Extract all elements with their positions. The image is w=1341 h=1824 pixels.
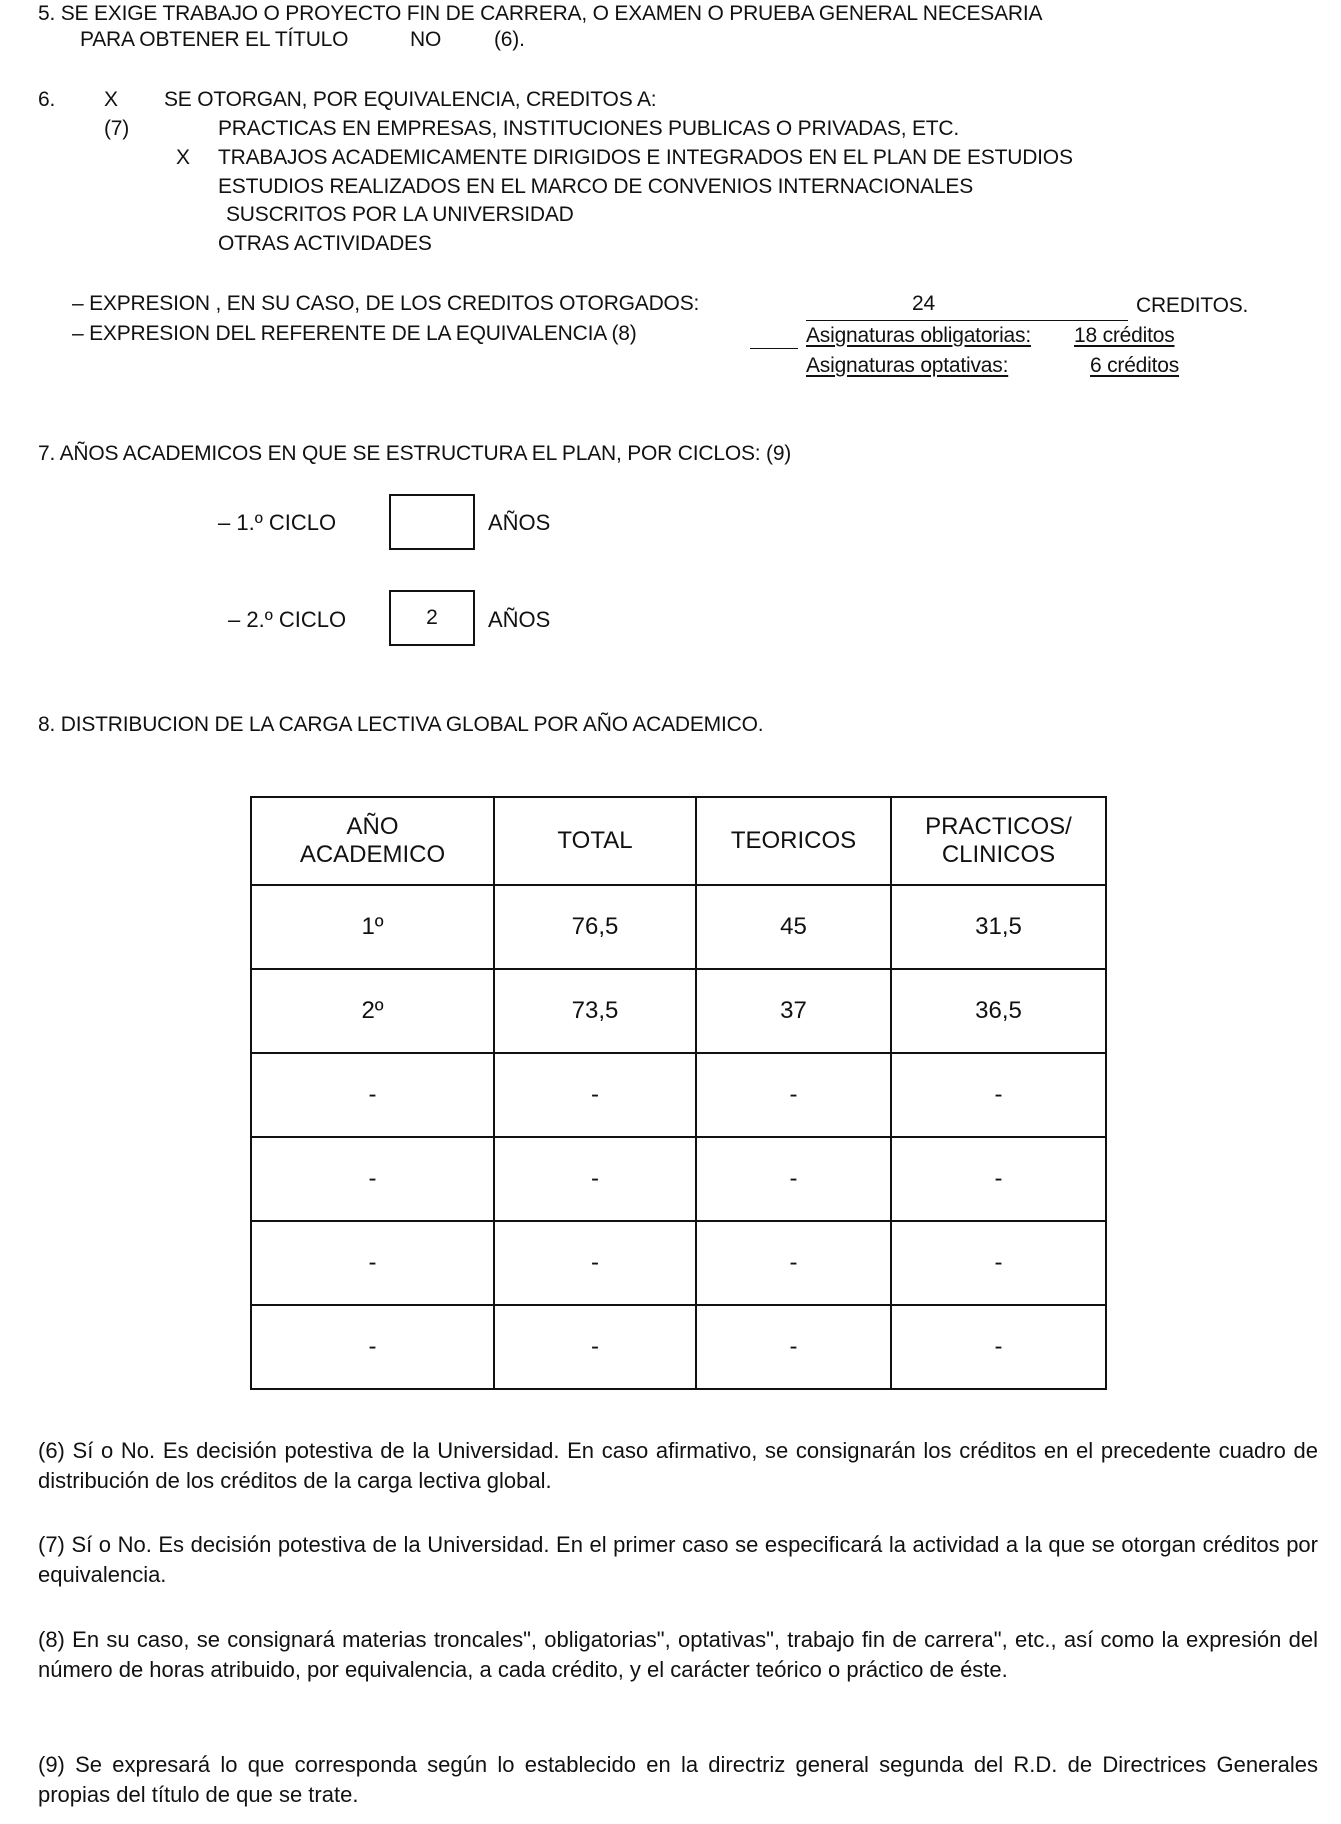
cell-theory: - bbox=[696, 1137, 891, 1221]
cell-year: 1º bbox=[251, 885, 494, 969]
col-year-header bbox=[251, 797, 494, 885]
section6-mark: X bbox=[104, 88, 118, 111]
col-year-line1: AÑO bbox=[346, 813, 399, 840]
table-row bbox=[251, 1053, 1106, 1137]
cell-total: 76,5 bbox=[494, 885, 696, 969]
cell-practice: - bbox=[891, 1137, 1106, 1221]
table-row bbox=[251, 1305, 1106, 1389]
table-row bbox=[251, 1221, 1106, 1305]
cell-theory: - bbox=[696, 1221, 891, 1305]
col-theory-header: TEORICOS bbox=[696, 797, 891, 885]
cell-total: - bbox=[494, 1053, 696, 1137]
table-row bbox=[251, 885, 1106, 969]
col-year-line2: ACADEMICO bbox=[299, 841, 446, 868]
carga-lectiva-table bbox=[250, 796, 1107, 1390]
footnote-6: (6) Sí o No. Es decisión potestiva de la Universidad. En caso afirmativo, se consignarán los créditos en el precedente cuadro de distribución de los créditos de la carga lectiva global. bbox=[38, 1438, 1318, 1493]
cell-theory: 37 bbox=[696, 969, 891, 1053]
cell-practice: - bbox=[891, 1053, 1106, 1137]
credits-value: 24 bbox=[912, 292, 935, 315]
cell-practice: 31,5 bbox=[891, 885, 1106, 969]
option-label: PRACTICAS EN EMPRESAS, INSTITUCIONES PUBLICAS O PRIVADAS, ETC. bbox=[218, 117, 960, 140]
cell-year: - bbox=[251, 1137, 494, 1221]
cell-year: 2º bbox=[251, 969, 494, 1053]
cell-year: - bbox=[251, 1305, 494, 1389]
referent-value-1: 18 créditos bbox=[1074, 324, 1175, 347]
cell-practice: - bbox=[891, 1221, 1106, 1305]
option-mark: X bbox=[176, 146, 190, 169]
cell-year: - bbox=[251, 1221, 494, 1305]
footnote-7: (7) Sí o No. Es decisión potestiva de la Universidad. En el primer caso se especificará la actividad a la que se otorgan créditos por equivalencia. bbox=[38, 1532, 1318, 1587]
cell-year: - bbox=[251, 1053, 494, 1137]
cell-practice: 36,5 bbox=[891, 969, 1106, 1053]
cell-total: - bbox=[494, 1137, 696, 1221]
credits-label: – EXPRESION , EN SU CASO, DE LOS CREDITOS OTORGADOS: bbox=[72, 292, 700, 315]
referent-label-1: Asignaturas obligatorias: bbox=[806, 324, 1031, 347]
col-practice-line1: PRACTICOS/ bbox=[925, 813, 1072, 840]
option-label: SUSCRITOS POR LA UNIVERSIDAD bbox=[226, 203, 574, 226]
cycle-label: – 2.º CICLO bbox=[228, 607, 347, 632]
credits-underline bbox=[806, 320, 1128, 321]
referent-label: – EXPRESION DEL REFERENTE DE LA EQUIVALENCIA (8) bbox=[72, 322, 637, 345]
cell-total: - bbox=[494, 1305, 696, 1389]
section8-heading: 8. DISTRIBUCION DE LA CARGA LECTIVA GLOBAL POR AÑO ACADEMICO. bbox=[38, 713, 764, 736]
cycle-label: – 1.º CICLO bbox=[218, 510, 337, 535]
cell-theory: 45 bbox=[696, 885, 891, 969]
table-row bbox=[251, 1137, 1106, 1221]
col-total-header: TOTAL bbox=[494, 797, 696, 885]
credits-unit: CREDITOS. bbox=[1136, 294, 1249, 317]
cell-theory: - bbox=[696, 1053, 891, 1137]
footnote-8: (8) En su caso, se consignará materias troncales", obligatorias", optativas", trabajo fin de carrera", etc., así como la expresión del número de horas atribuido, por equivalencia, a cada crédito, y el carácter teórico o práctico de éste. bbox=[38, 1627, 1318, 1682]
section5-note-ref: (6). bbox=[494, 28, 525, 51]
cycle-years-box: 2 bbox=[389, 590, 475, 646]
option-label: ESTUDIOS REALIZADOS EN EL MARCO DE CONVENIOS INTERNACIONALES bbox=[218, 175, 974, 198]
option-label: OTRAS ACTIVIDADES bbox=[218, 232, 432, 255]
cell-total: 73,5 bbox=[494, 969, 696, 1053]
col-practice-line2: CLINICOS bbox=[941, 841, 1056, 868]
referent-value-2: 6 créditos bbox=[1090, 354, 1180, 377]
section7-heading: 7. AÑOS ACADEMICOS EN QUE SE ESTRUCTURA EL PLAN, POR CICLOS: (9) bbox=[38, 442, 792, 465]
table-row bbox=[251, 969, 1106, 1053]
footnote-9: (9) Se expresará lo que corresponda según lo establecido en la directriz general segunda del R.D. de Directrices Generales propias del título de que se trate. bbox=[38, 1752, 1318, 1807]
section6-number: 6. bbox=[38, 88, 56, 111]
table-header-row bbox=[251, 797, 1106, 885]
cycle-years-box bbox=[389, 494, 475, 550]
section5-answer: NO bbox=[410, 28, 442, 51]
section6-heading: SE OTORGAN, POR EQUIVALENCIA, CREDITOS A: bbox=[164, 88, 657, 111]
section5-line2: PARA OBTENER EL TÍTULO bbox=[80, 28, 349, 51]
referent-underline bbox=[750, 348, 798, 349]
col-practice-header bbox=[891, 797, 1106, 885]
section5-line1: 5. SE EXIGE TRABAJO O PROYECTO FIN DE CARRERA, O EXAMEN O PRUEBA GENERAL NECESARIA bbox=[38, 2, 1043, 25]
cell-total: - bbox=[494, 1221, 696, 1305]
cycle-unit: AÑOS bbox=[488, 510, 551, 535]
cell-theory: - bbox=[696, 1305, 891, 1389]
referent-label-2: Asignaturas optativas: bbox=[806, 354, 1009, 377]
cell-practice: - bbox=[891, 1305, 1106, 1389]
section6-ref: (7) bbox=[104, 117, 130, 140]
cycle-unit: AÑOS bbox=[488, 607, 551, 632]
option-label: TRABAJOS ACADEMICAMENTE DIRIGIDOS E INTEGRADOS EN EL PLAN DE ESTUDIOS bbox=[218, 146, 1073, 169]
